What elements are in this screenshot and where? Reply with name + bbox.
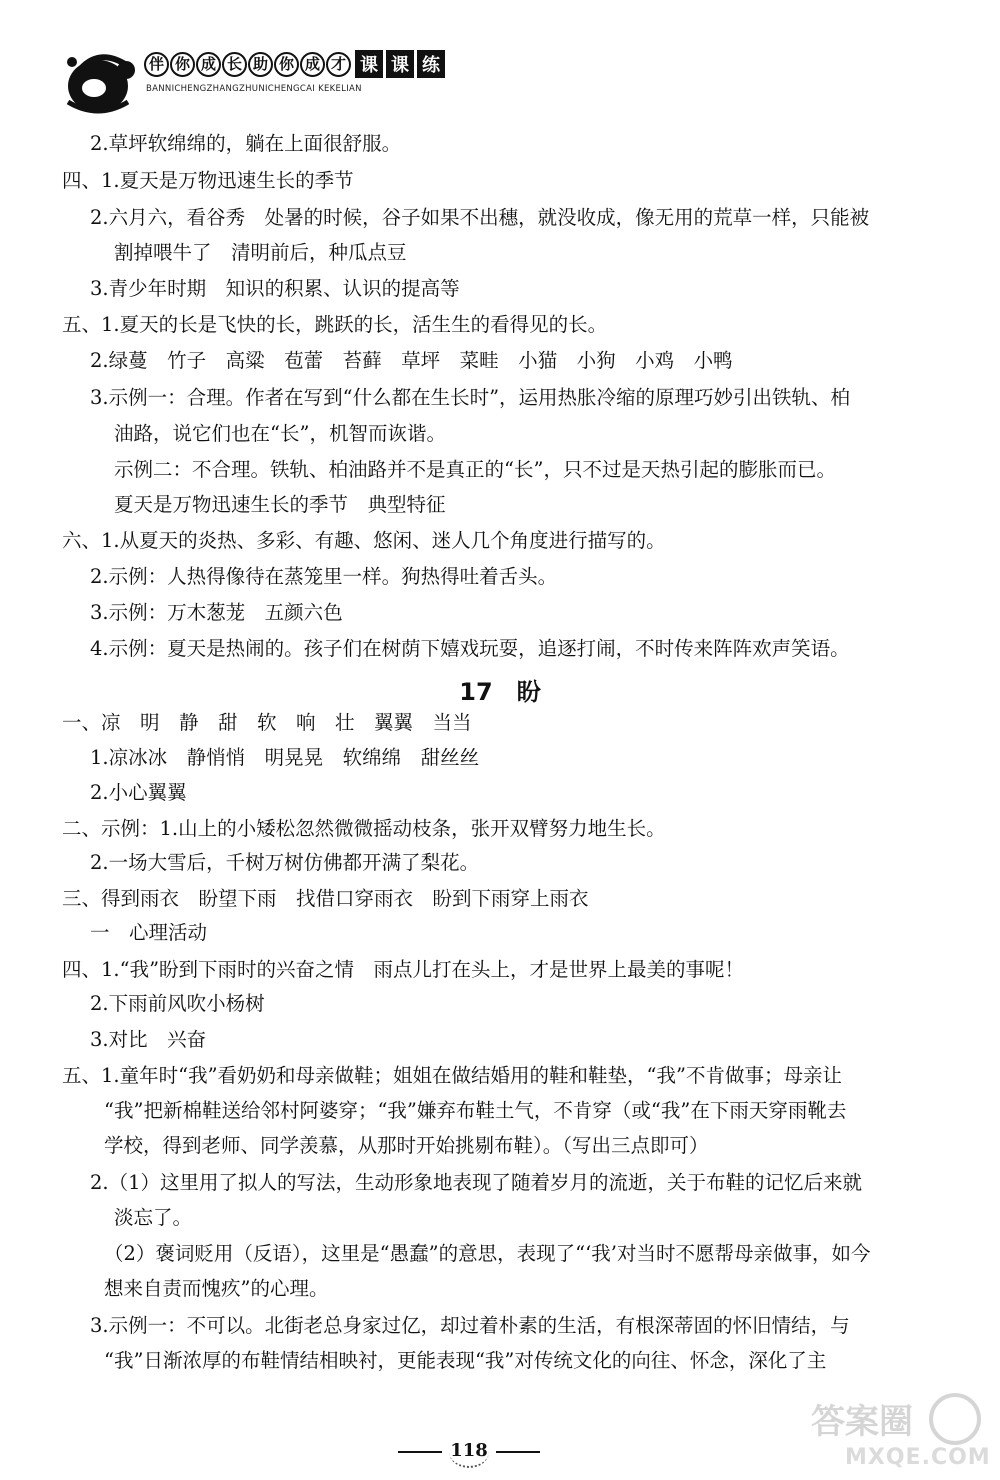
answer-line: 3.示例一：不可以。北街老总身家过亿，却过着朴素的生活，有根深蒂固的怀旧情结，与: [90, 1314, 850, 1337]
answer-line: 六、1.从夏天的炎热、多彩、有趣、悠闲、迷人几个角度进行描写的。: [62, 529, 666, 552]
answer-line: 3.对比 兴奋: [90, 1028, 207, 1051]
answer-line: 2.六月六，看谷秀 处暑的时候，谷子如果不出穗，就没收成，像无用的荒草一样，只能被: [90, 206, 870, 229]
page-number: 118: [449, 1436, 489, 1468]
answer-line: “我”把新棉鞋送给邻村阿婆穿；“我”嫌弃布鞋土气，不肯穿（或“我”在下雨天穿雨靴去: [104, 1099, 847, 1122]
answer-line: 油路，说它们也在“长”，机智而诙谐。: [114, 422, 446, 445]
section-title: 17 盼: [459, 678, 541, 706]
title-char-boxed: 练: [417, 50, 445, 78]
answer-line: 割掉喂牛了 清明前后，种瓜点豆: [114, 241, 407, 264]
title-char-boxed: 课: [386, 50, 414, 78]
book-series-logo: [58, 42, 150, 120]
answer-line: 示例二：不合理。铁轨、柏油路并不是真正的“长”，只不过是天热引起的膨胀而已。: [114, 458, 836, 481]
answer-line: 2.一场大雪后，千树万树仿佛都开满了梨花。: [90, 851, 480, 874]
answer-line: 四、1.“我”盼到下雨时的兴奋之情 雨点儿打在头上，才是世界上最美的事呢！: [62, 958, 745, 981]
answer-line: 2.下雨前风吹小杨树: [90, 992, 265, 1015]
watermark-logo-icon: [805, 1393, 990, 1448]
answer-line: 三、得到雨衣 盼望下雨 找借口穿雨衣 盼到下雨穿上雨衣: [62, 887, 589, 910]
answer-line: 2.（1）这里用了拟人的写法，生动形象地表现了随着岁月的流逝，关于布鞋的记忆后来就: [90, 1171, 863, 1194]
answer-line: 3.示例：万木葱茏 五颜六色: [90, 601, 343, 624]
answer-line: 1.凉冰冰 静悄悄 明晃晃 软绵绵 甜丝丝: [90, 746, 480, 769]
answer-line: 淡忘了。: [114, 1206, 193, 1229]
title-char: 长: [222, 52, 247, 77]
title-char: 你: [274, 52, 299, 77]
answer-line: 一、凉 明 静 甜 软 响 壮 翼翼 当当: [62, 711, 472, 734]
title-char: 你: [170, 52, 195, 77]
answer-line: 2.草坪软绵绵的，躺在上面很舒服。: [90, 132, 402, 155]
watermark: [805, 1393, 990, 1473]
footer-rule-right: [496, 1451, 540, 1453]
answer-line: 2.示例：人热得像待在蒸笼里一样。狗热得吐着舌头。: [90, 565, 558, 588]
answer-line: 五、1.童年时“我”看奶奶和母亲做鞋；姐姐在做结婚用的鞋和鞋垫，“我”不肯做事；母亲让: [62, 1064, 842, 1087]
answer-line: 学校，得到老师、同学羡慕，从那时开始挑剔布鞋）。（写出三点即可）: [104, 1134, 709, 1157]
answer-line: 3.示例一：合理。作者在写到“什么都在生长时”，运用热胀冷缩的原理巧妙引出铁轨、柏: [90, 386, 851, 409]
answer-line: 3.青少年时期 知识的积累、认识的提高等: [90, 277, 460, 300]
title-char: 才: [326, 52, 351, 77]
answer-line: 一 心理活动: [90, 921, 208, 944]
watermark-text: MXQE.COM: [845, 1445, 991, 1470]
answer-line: （2）褒词贬用（反语），这里是“愚蠢”的意思，表现了“‘我’对当时不愿帮母亲做事，如今: [104, 1242, 871, 1265]
answer-line: “我”日渐浓厚的布鞋情结相映衬，更能表现“我”对传统文化的向往、怀念，深化了主: [104, 1349, 827, 1372]
answer-line: 想来自责而愧疚”的心理。: [104, 1277, 329, 1300]
title-char: 伴: [144, 52, 169, 77]
title-char: 成: [196, 52, 221, 77]
page-header: [58, 42, 578, 122]
series-title-banner: [144, 50, 445, 78]
answer-line: 二、示例：1.山上的小矮松忽然微微摇动枝条，张开双臂努力地生长。: [62, 817, 666, 840]
answer-line: 2.小心翼翼: [90, 781, 187, 804]
title-char: 助: [248, 52, 273, 77]
answer-line: 2.绿蔓 竹子 高粱 苞蕾 苔藓 草坪 菜畦 小猫 小狗 小鸡 小鸭: [90, 349, 733, 372]
footer-rule-left: [398, 1451, 442, 1453]
answer-line: 四、1.夏天是万物迅速生长的季节: [62, 169, 354, 192]
answer-line: 4.示例：夏天是热闹的。孩子们在树荫下嬉戏玩耍，追逐打闹，不时传来阵阵欢声笑语。: [90, 637, 850, 660]
answer-line: 五、1.夏天的长是飞快的长，跳跃的长，活生生的看得见的长。: [62, 313, 608, 336]
watermark-glyph: 答案圈: [811, 1402, 913, 1442]
title-char-boxed: 课: [355, 50, 383, 78]
answer-line: 夏天是万物迅速生长的季节 典型特征: [114, 493, 446, 516]
series-pinyin: BANNICHENGZHANGZHUNICHENGCAI KEKELIAN: [146, 84, 362, 94]
title-char: 成: [300, 52, 325, 77]
